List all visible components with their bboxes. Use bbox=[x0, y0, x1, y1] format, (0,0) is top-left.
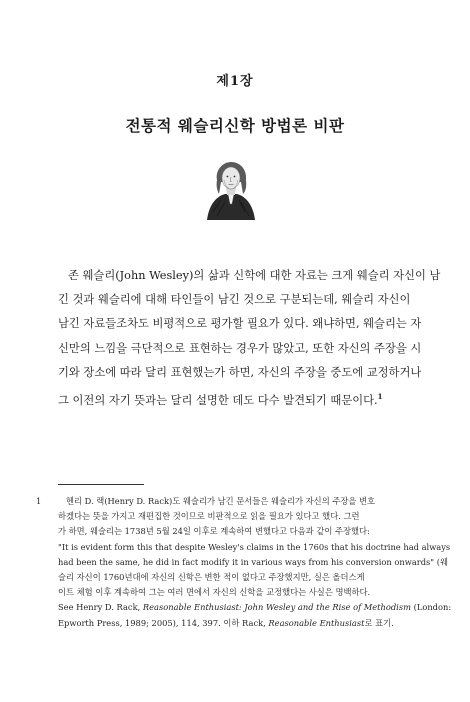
citation-line2-title: Reasonable Enthusiast bbox=[268, 617, 365, 628]
body-line-text: 그 이전의 자기 뜻과는 달리 설명한 데도 다수 발견되기 때문이다. bbox=[58, 393, 378, 407]
footnote bbox=[36, 494, 452, 631]
body-line-last bbox=[58, 385, 410, 413]
citation-title: Reasonable Enthusiast: John Wesley and the Rise of Methodism bbox=[142, 602, 411, 613]
citation-line2-prefix: Epworth Press, 1989; 2005), 114, 397. 이하 Rack, bbox=[58, 617, 269, 628]
footnote-line: 슬리 자신이 1760년대에 자신의 신학은 변한 적이 없다고 주장했지만, 실은 올더스게 bbox=[58, 572, 365, 583]
footnote-divider bbox=[58, 484, 144, 485]
citation-publisher: (London: bbox=[410, 602, 452, 613]
footnote-citation-line bbox=[58, 600, 452, 615]
footnote-line: 하겠다는 뜻을 가지고 재편집한 것이므로 비판적으로 읽을 필요가 있다고 했다. 그런 bbox=[58, 511, 360, 522]
footnote-line: 이트 체험 이후 계속하여 그는 여러 면에서 자신의 신학을 교정했다는 사실은 명백하다. bbox=[58, 587, 371, 598]
citation-prefix: See Henry D. Rack, bbox=[58, 602, 143, 613]
chapter-label: 제1장 bbox=[216, 74, 254, 89]
footnote-number: 1 bbox=[36, 496, 42, 506]
body-line: 존 웨슬리(John Wesley)의 삶과 신학에 대한 자료는 크게 웨슬리 자신이 남 bbox=[68, 269, 441, 282]
footnote-line: 헨리 D. 랙(Henry D. Rack)도 웨슬리가 남긴 문서들은 웨슬리가 자신의 주장을 변호 bbox=[66, 496, 376, 506]
body-line: 기와 장소에 따라 달리 표현했는가 하면, 자신의 주장을 중도에 교정하거나 bbox=[58, 365, 422, 379]
footnote-citation-line bbox=[58, 616, 410, 631]
footnote-line: had been the same, he did in fact modify it in various ways from his conversion onwards" (웨 bbox=[58, 556, 448, 567]
citation-line2-suffix: 로 표기. bbox=[364, 617, 394, 628]
body-paragraph bbox=[58, 264, 441, 413]
body-line: 남긴 자료들조차도 비평적으로 평가할 필요가 있다. 왜냐하면, 웨슬리는 자 bbox=[58, 317, 422, 331]
body-line: 신만의 느낌을 극단적으로 표현하는 경우가 많았고, 또한 자신의 주장을 시 bbox=[58, 341, 422, 355]
chapter-title: 전통적 웨슬리신학 방법론 비판 bbox=[125, 116, 345, 135]
footnote-reference[interactable]: 1 bbox=[377, 392, 383, 402]
body-line: 긴 것과 웨슬리에 대해 타인들이 남긴 것으로 구분되는데, 웨슬리 자신이 bbox=[58, 293, 411, 307]
footnote-line: "It is evident form this that despite Wesley's claims in the 1760s that his doctrine had always bbox=[58, 541, 451, 552]
footnote-line: 가 하면, 웨슬리는 1738년 5월 24일 이후로 계속하여 변했다고 다음과 같이 주장했다: bbox=[58, 526, 370, 537]
john-wesley-portrait-icon bbox=[199, 160, 263, 220]
